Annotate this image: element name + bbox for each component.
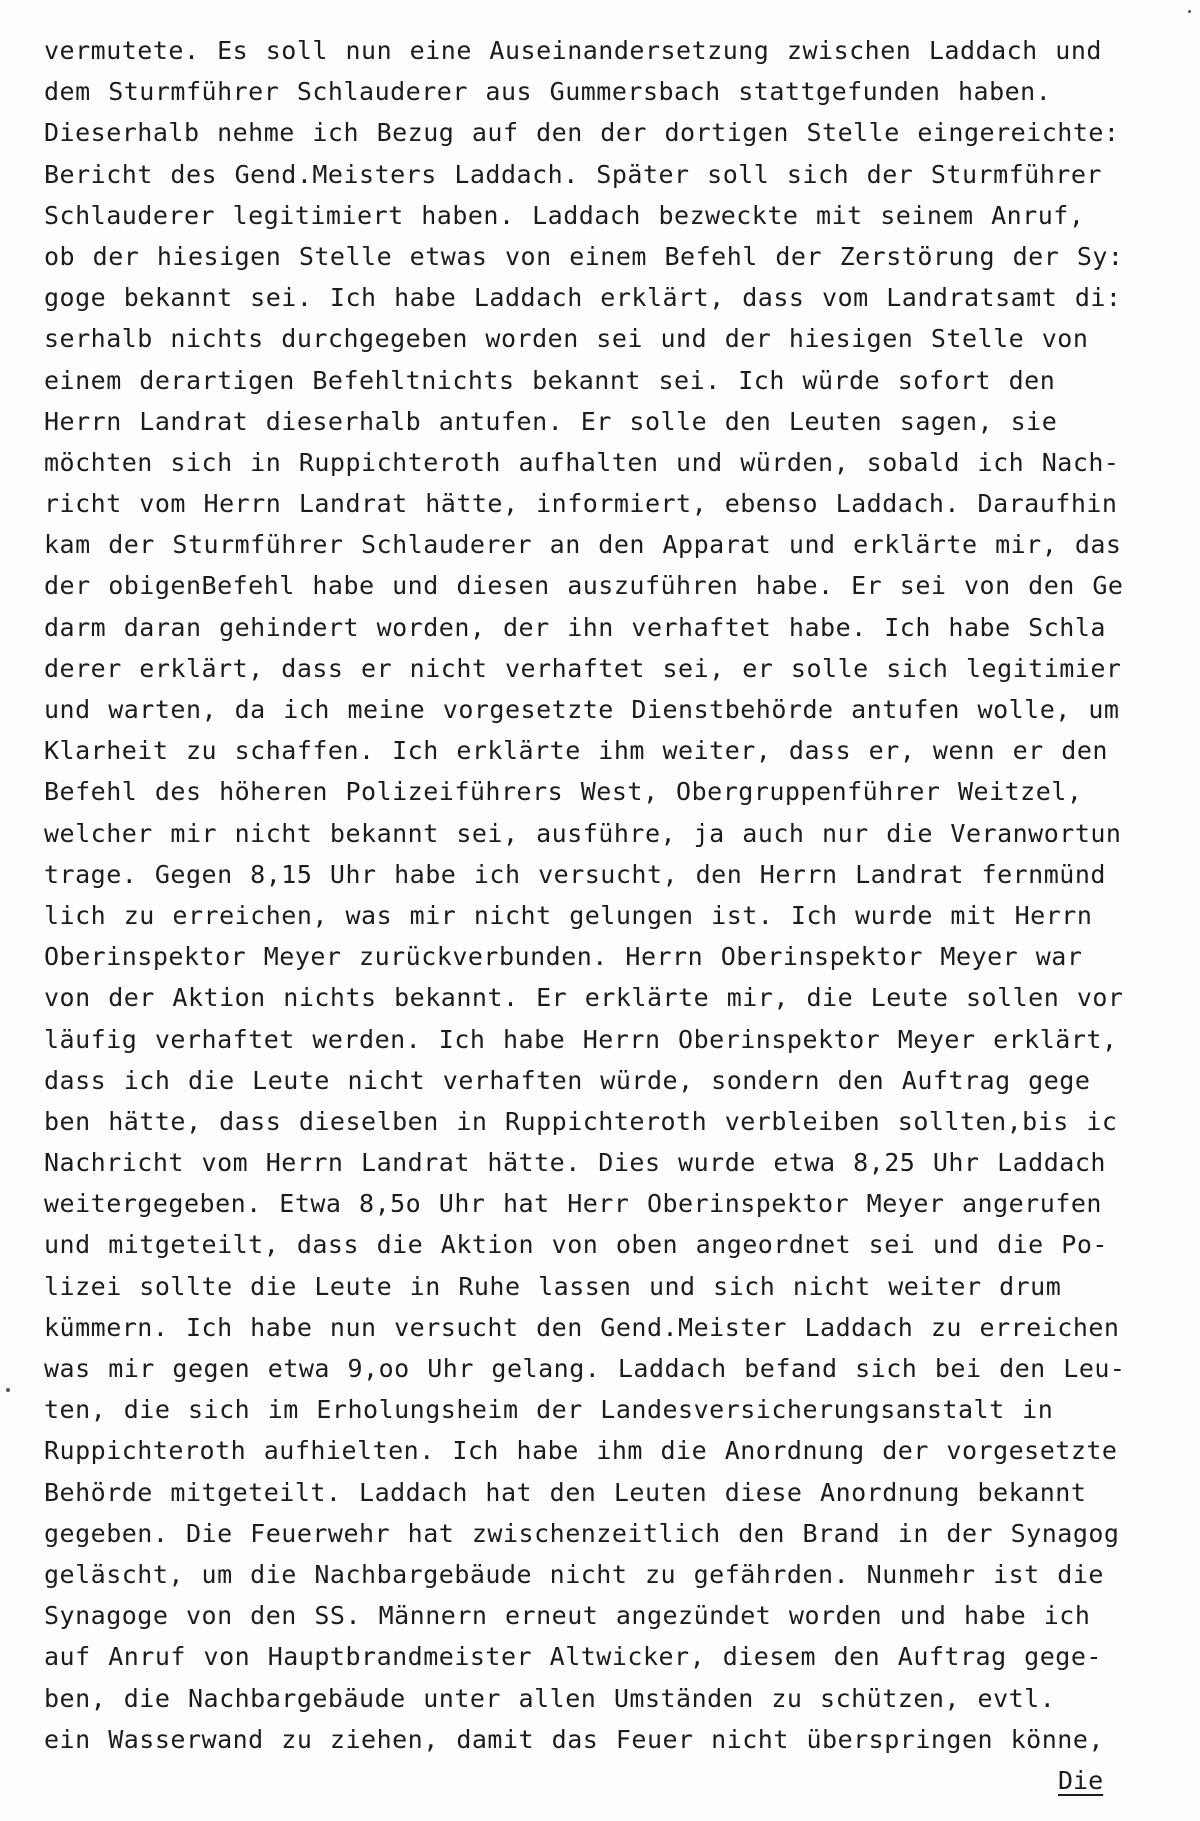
text-line-6: ob der hiesigen Stelle etwas von einem Befehl der Zerstörung der Sy: (44, 241, 1124, 271)
text-line-30: und mitgeteilt, dass die Aktion von oben angeordnet sei und die Po- (44, 1230, 1108, 1260)
text-line-36: Behörde mitgeteilt. Laddach hat den Leuten diese Anordnung bekannt (44, 1477, 1087, 1507)
text-line-1: vermutete. Es soll nun eine Auseinandersetzung zwischen Laddach und (44, 36, 1102, 65)
text-line-5: Schlauderer legitimiert haben. Laddach bezweckte mit seinem Anruf, (44, 200, 1085, 230)
text-line-14: der obigenBefehl habe und diesen auszuführen habe. Er sei von den Ge (44, 571, 1124, 601)
text-line-38: geläscht, um die Nachbargebäude nicht zu gefährden. Nunmehr ist die (44, 1559, 1104, 1589)
text-line-7: goge bekannt sei. Ich habe Laddach erklärt, dass vom Landratsamt di: (44, 283, 1122, 313)
text-line-16: derer erklärt, dass er nicht verhaftet sei, er solle sich legitimier (44, 653, 1122, 683)
text-line-42: ein Wasserwand zu ziehen, damit das Feuer nicht überspringen könne, (44, 1724, 1104, 1754)
text-line-22: lich zu erreichen, was mir nicht gelungen ist. Ich wurde mit Herrn (44, 900, 1093, 930)
text-line-32: kümmern. Ich habe nun versucht den Gend.Meister Laddach zu erreichen (44, 1312, 1120, 1342)
text-line-21: trage. Gegen 8,15 Uhr habe ich versucht, den Herrn Landrat fernmünd (44, 859, 1106, 889)
text-line-17: und warten, da ich meine vorgesetzte Dienstbehörde antufen wolle, um (44, 695, 1120, 724)
margin-mark (6, 1388, 10, 1392)
margin-mark (1188, 10, 1191, 13)
text-line-8: serhalb nichts durchgegeben worden sei und der hiesigen Stelle von (44, 324, 1089, 354)
text-line-31: lizei sollte die Leute in Ruhe lassen und sich nicht weiter drum (44, 1271, 1062, 1301)
text-line-10: Herrn Landrat dieserhalb antufen. Er solle den Leuten sagen, sie (44, 406, 1058, 436)
text-line-19: Befehl des höheren Polizeiführers West, Obergruppenführer Weitzel, (44, 777, 1083, 807)
text-line-2: dem Sturmführer Schlauderer aus Gummersbach stattgefunden haben. (44, 77, 1052, 107)
text-line-35: Ruppichteroth aufhielten. Ich habe ihm die Anordnung der vorgesetzte (44, 1436, 1118, 1466)
text-line-18: Klarheit zu schaffen. Ich erklärte ihm weiter, dass er, wenn er den (44, 736, 1108, 766)
text-line-15: darm daran gehindert worden, der ihn verhaftet habe. Ich habe Schla (44, 612, 1106, 642)
text-line-37: gegeben. Die Feuerwehr hat zwischenzeitlich den Brand in der Synagog (44, 1518, 1120, 1548)
text-line-26: dass ich die Leute nicht verhaften würde, sondern den Auftrag gege (44, 1065, 1091, 1095)
text-line-11: möchten sich in Ruppichteroth aufhalten und würden, sobald ich Nach- (44, 447, 1120, 477)
text-line-9: einem derartigen Befehltnichts bekannt sei. Ich würde sofort den (44, 365, 1056, 395)
text-line-25: läufig verhaftet werden. Ich habe Herrn Oberinspektor Meyer erklärt, (44, 1024, 1118, 1054)
text-line-39: Synagoge von den SS. Männern erneut angezündet worden und habe ich (44, 1601, 1091, 1631)
text-line-20: welcher mir nicht bekannt sei, ausführe, ja auch nur die Veranwortun (44, 818, 1122, 848)
text-line-28: Nachricht vom Herrn Landrat hätte. Dies wurde etwa 8,25 Uhr Laddach (44, 1148, 1106, 1178)
body-text (44, 30, 1200, 1760)
catchword: Die (1058, 1766, 1104, 1795)
text-line-24: von der Aktion nichts bekannt. Er erklärte mir, die Leute sollen vor (44, 983, 1124, 1013)
text-line-3: Dieserhalb nehme ich Bezug auf den der dortigen Stelle eingereichte: (44, 118, 1120, 148)
text-line-40: auf Anruf von Hauptbrandmeister Altwicker, diesem den Auftrag gege- (44, 1642, 1102, 1672)
text-line-41: ben, die Nachbargebäude unter allen Umständen zu schützen, evtl. (44, 1683, 1056, 1713)
text-line-33: was mir gegen etwa 9,oo Uhr gelang. Laddach befand sich bei den Leu- (44, 1354, 1126, 1383)
text-line-23: Oberinspektor Meyer zurückverbunden. Herrn Oberinspektor Meyer war (44, 942, 1083, 972)
text-line-12: richt vom Herrn Landrat hätte, informiert, ebenso Laddach. Daraufhin (44, 489, 1118, 519)
text-line-34: ten, die sich im Erholungsheim der Landesversicherungsanstalt in (44, 1395, 1054, 1425)
text-line-4: Bericht des Gend.Meisters Laddach. Später soll sich der Sturmführer (44, 159, 1102, 189)
text-line-29: weitergegeben. Etwa 8,5o Uhr hat Herr Oberinspektor Meyer angerufen (44, 1189, 1102, 1219)
text-line-13: kam der Sturmführer Schlauderer an den Apparat und erklärte mir, das (44, 530, 1122, 560)
text-line-27: ben hätte, dass dieselben in Ruppichteroth verbleiben sollten,bis ic (44, 1106, 1118, 1136)
